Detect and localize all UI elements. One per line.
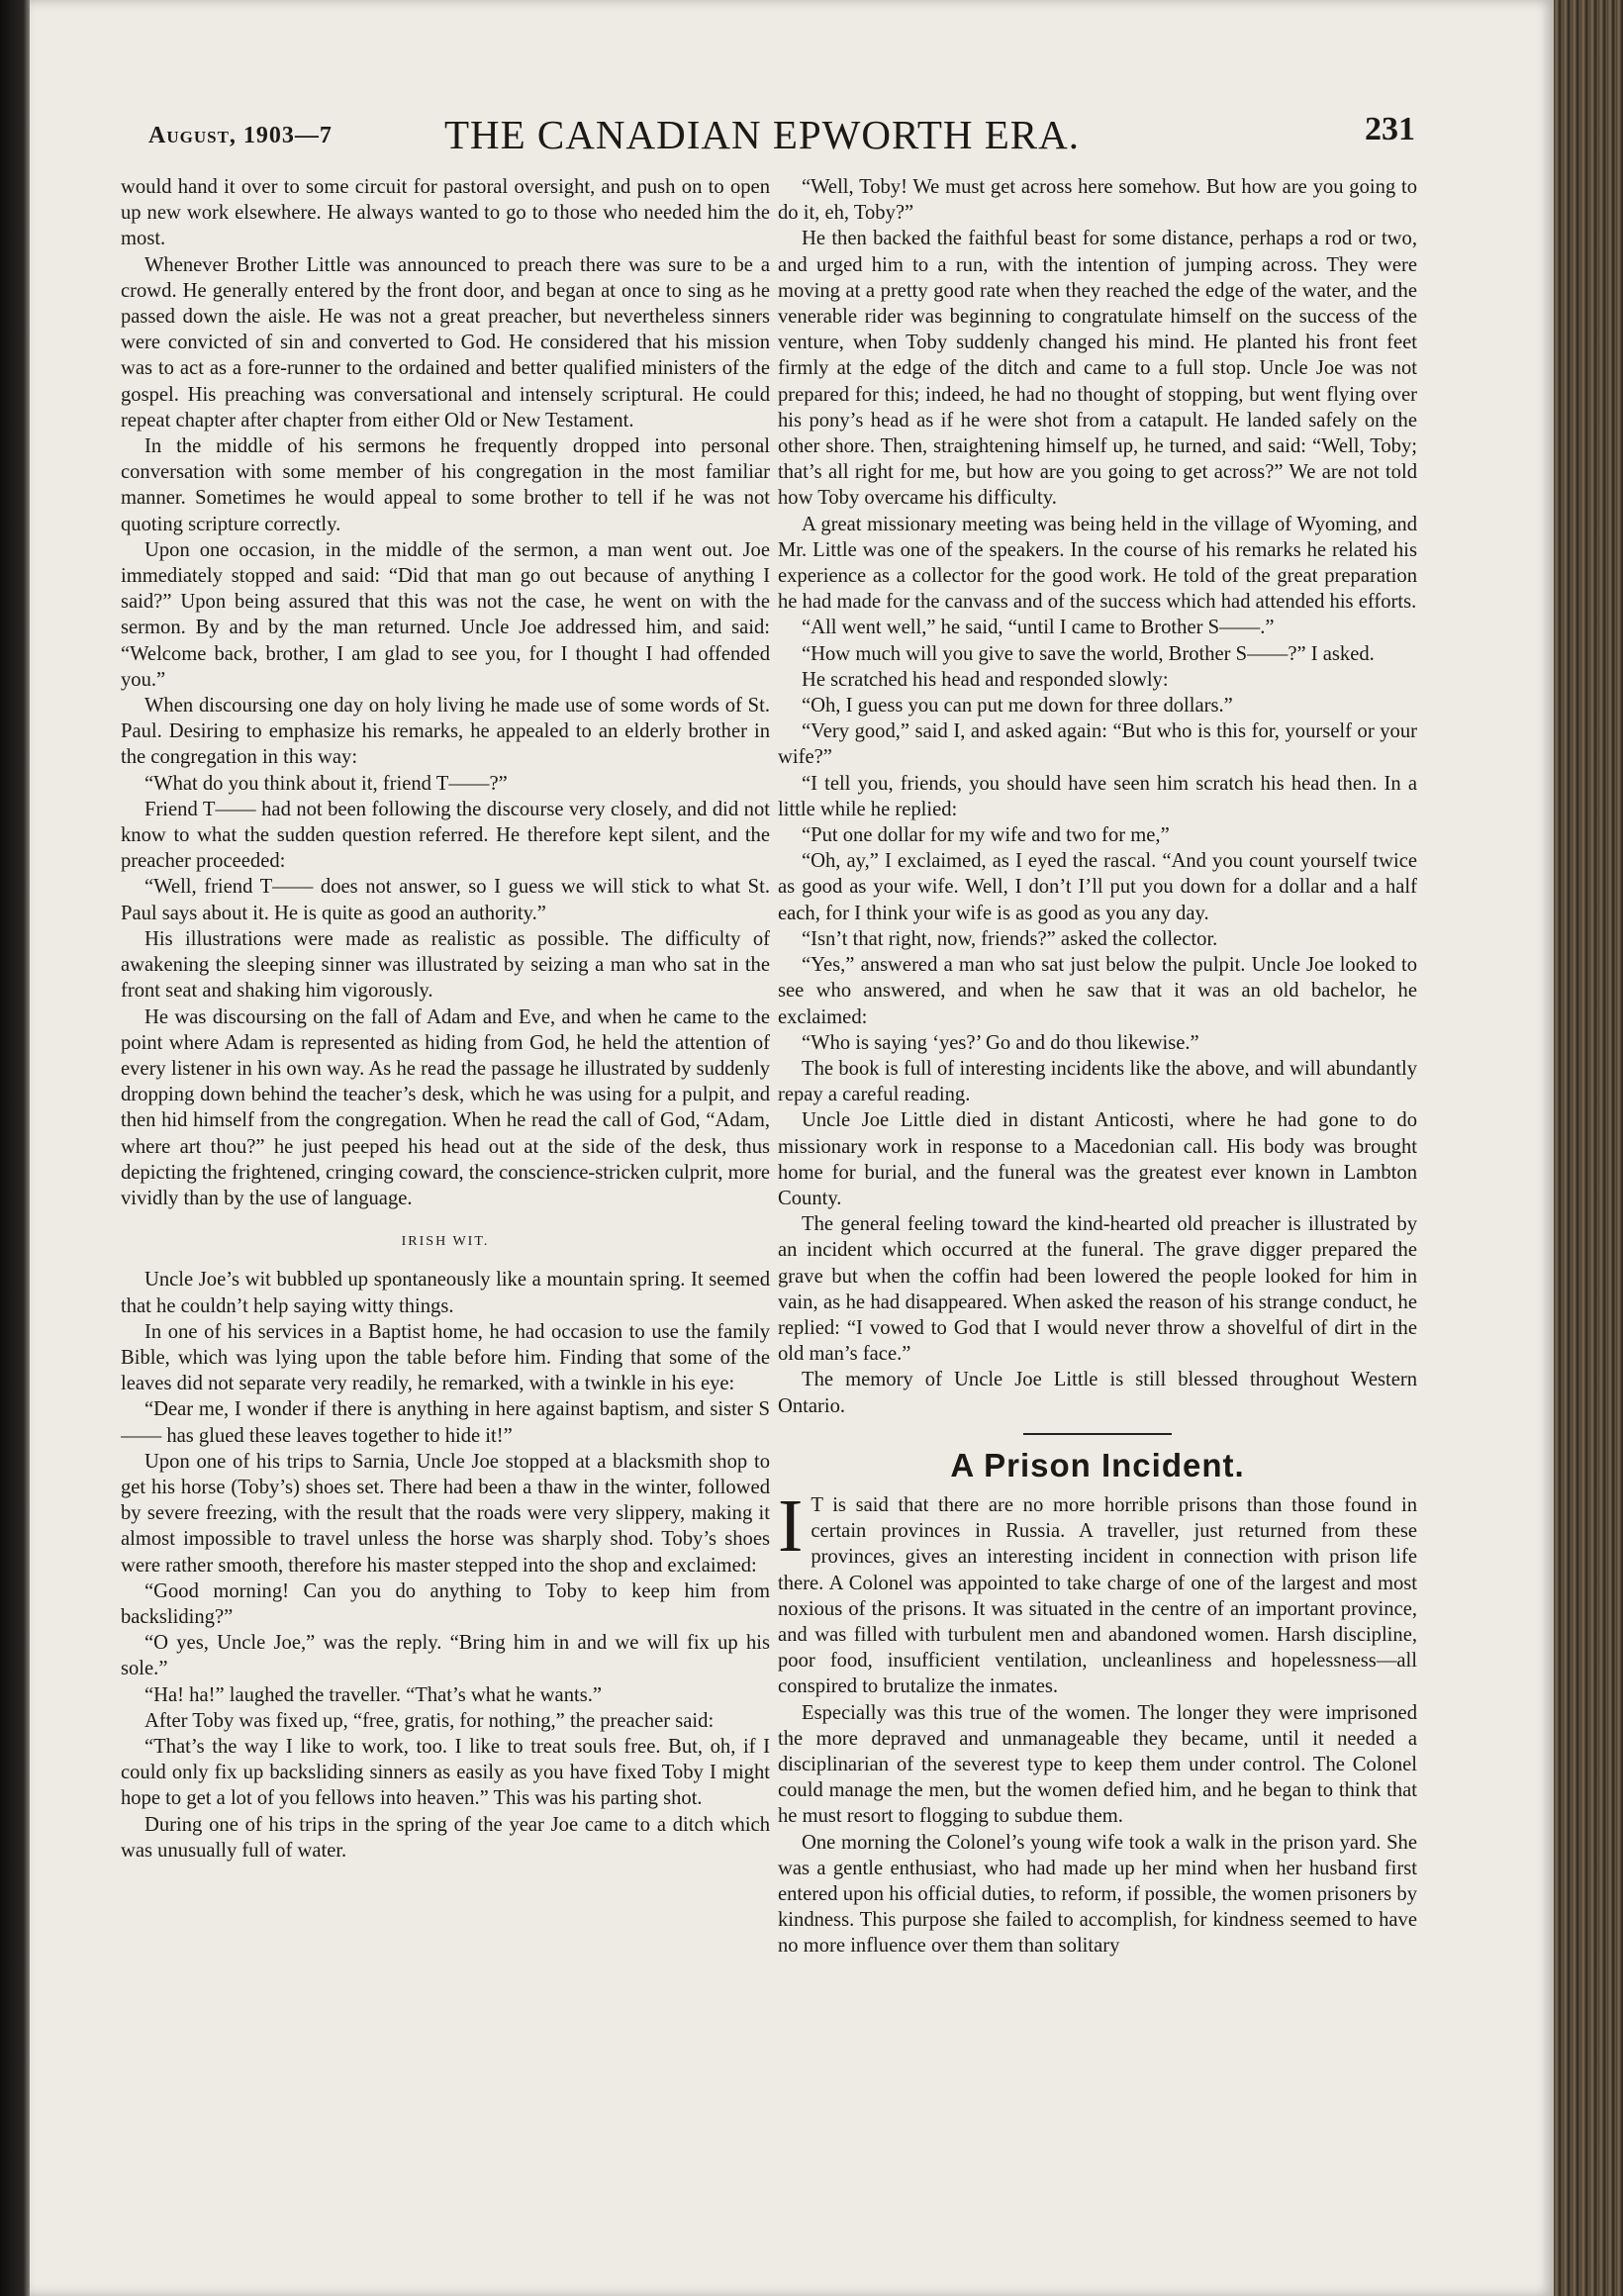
page-number: 231: [1365, 111, 1415, 147]
paragraph: The memory of Uncle Joe Little is still blessed throughout Western Ontario.: [778, 1369, 1417, 1417]
paragraph: “Very good,” said I, and asked again: “But who is this for, yourself or your wife?”: [778, 720, 1417, 769]
paragraph: One morning the Colonel’s young wife took a walk in the prison yard. She was a gentle enthusiast, who had made up her mind when her husband first entered upon his official duties, to reform, if possible, the women prisoners by kindness. This purpose she failed to accomplish, for kindness seemed to have no more influence over them than solitary: [778, 1831, 1417, 1958]
paragraph: Uncle Joe Little died in distant Anticosti, where he had gone to do missionary work in response to a Macedonian call. His body was brought home for burial, and the funeral was the greatest ever known in Lambton County.: [778, 1109, 1417, 1209]
paragraph: He was discoursing on the fall of Adam and Eve, and when he came to the point where Adam is represented as hiding from God, he held the attention of every listener in his own way. As he read the passage he illustrated by suddenly dropping down behind the teacher’s desk, which he was using for a pulpit, and then hid himself from the congregation. When he read the call of God, “Adam, where art thou?” he just peeped his head out at the side of the desk, thus depicting the frightened, cringing coward, the conscience-stricken culprit, more vividly than by the use of language.: [121, 1005, 770, 1209]
paragraph: “Dear me, I wonder if there is anything in here against baptism, and sister S—— has glued these leaves together to hide it!”: [121, 1398, 770, 1447]
paragraph: His illustrations were made as realistic as possible. The difficulty of awakening the sleeping sinner was illustrated by seizing a man who sat in the front seat and shaking him vigorously.: [121, 927, 770, 1003]
paragraph: In the middle of his sermons he frequently dropped into personal conversation with some member of his congregation in the most familiar manner. Sometimes he would appeal to some brother to tell if he was not quoting scripture correctly.: [121, 435, 770, 535]
right-column: [778, 174, 1417, 2272]
article-title: A Prison Incident.: [950, 1446, 1245, 1483]
paragraph: He scratched his head and responded slowly:: [802, 668, 1169, 691]
paragraph: “Yes,” answered a man who sat just below the pulpit. Uncle Joe looked to see who answered, and when he saw that it was an old bachelor, he exclaimed:: [778, 954, 1417, 1028]
paragraph: “All went well,” he said, “until I came to Brother S——.”: [802, 617, 1275, 639]
issue-date: August, 1903—7: [148, 123, 333, 148]
paragraph: “Well, Toby! We must get across here somehow. But how are you going to do it, eh, Toby?”: [778, 176, 1417, 225]
paragraph: “What do you think about it, friend T——?”: [144, 772, 508, 795]
publication-title: THE CANADIAN EPWORTH ERA.: [443, 112, 1081, 157]
paragraph: “That’s the way I like to work, too. I like to treat souls free. But, oh, if I could only fix up backsliding sinners as easily as you have fixed Toby I might hope to get a lot of you fellows into heaven.” This was his parting shot.: [121, 1735, 770, 1810]
running-header: [114, 107, 1415, 166]
paragraph: Upon one of his trips to Sarnia, Uncle Joe stopped at a blacksmith shop to get his horse (Toby’s) shoes set. There had been a thaw in the winter, followed by severe freezing, with the result that the roads were very slippery, making it almost impossible to travel unless the horse was sharply shod. Toby’s shoes were rather smooth, therefore his master stepped into the shop and exclaimed:: [121, 1450, 770, 1577]
section-subheading: IRISH WIT.: [401, 1234, 490, 1250]
paragraph: He then backed the faithful beast for some distance, perhaps a rod or two, and urged him to a run, with the intention of jumping across. They were moving at a pretty good rate when they reached the edge of the water, and the venerable rider was beginning to congratulate himself on the success of the venture, when Toby suddenly changed his mind. He planted his front feet firmly at the edge of the ditch and came to a full stop. Uncle Joe was not prepared for this; indeed, he had no thought of stopping, but went flying over his pony’s head as if he were shot from a catapult. He landed safely on the other shore. Then, straightening himself up, he turned, and said: “Well, Toby; that’s all right for me, but how are you going to get across?” We are not told how Toby overcame his difficulty.: [778, 228, 1417, 510]
paragraph: In one of his services in a Baptist home, he had occasion to use the family Bible, which was lying upon the table before him. Finding that some of the leaves did not separate very readily, he remarked, with a twinkle in his eye:: [121, 1320, 770, 1395]
paragraph: Especially was this true of the women. The longer they were imprisoned the more depraved and unmanageable they became, until it needed a disciplinarian of the severest type to keep them under control. The Colonel could manage the men, but the women defied him, and he began to think that he must resort to flogging to subdue them.: [778, 1701, 1417, 1828]
paragraph: “Who is saying ‘yes?’ Go and do thou likewise.”: [802, 1031, 1199, 1054]
paragraph: “Ha! ha!” laughed the traveller. “That’s what he wants.”: [144, 1683, 603, 1706]
paragraph: “Good morning! Can you do anything to Toby to keep him from backsliding?”: [121, 1579, 770, 1628]
paragraph: would hand it over to some circuit for pastoral oversight, and push on to open up new work elsewhere. He always wanted to go to those who needed him the most.: [121, 176, 770, 250]
paragraph: “I tell you, friends, you should have seen him scratch his head then. In a little while he replied:: [778, 772, 1417, 820]
left-column: [121, 174, 770, 2272]
paragraph: “How much will you give to save the world, Brother S——?” I asked.: [802, 642, 1375, 665]
paragraph: Upon one occasion, in the middle of the sermon, a man went out. Joe immediately stopped and said: “Did that man go out because of anything I said?” Upon being assured that this was not the case, he went on with the sermon. By and by the man returned. Uncle Joe addressed him, and said: “Welcome back, brother, I am glad to see you, for I thought I had offended you.”: [121, 538, 770, 691]
lead-paragraph: [778, 1483, 1417, 1700]
paragraph: “Oh, ay,” I exclaimed, as I eyed the rascal. “And you count yourself twice as good as your wife. Well, I don’t I’ll put you down for a dollar and a half each, for I think your wife is as good as you any day.: [778, 850, 1417, 924]
paragraph: “Well, friend T—— does not answer, so I guess we will stick to what St. Paul says about it. He is quite as good an authority.”: [121, 876, 770, 924]
paragraph: Friend T—— had not been following the discourse very closely, and did not know to what the sudden question referred. He therefore kept silent, and the preacher proceeded:: [121, 798, 770, 873]
section-divider: [1023, 1433, 1172, 1435]
paragraph: After Toby was fixed up, “free, gratis, for nothing,” the preacher said:: [144, 1709, 715, 1732]
paragraph: Uncle Joe’s wit bubbled up spontaneously like a mountain spring. It seemed that he couldn’t help saying witty things.: [121, 1269, 770, 1317]
paragraph: “O yes, Uncle Joe,” was the reply. “Bring him in and we will fix up his sole.”: [121, 1632, 770, 1680]
book-page-edges: [1554, 0, 1623, 2296]
paragraph: The book is full of interesting incidents like the above, and will abundantly repay a careful reading.: [778, 1057, 1417, 1106]
book-gutter: [0, 0, 34, 2296]
paragraph: The general feeling toward the kind-hearted old preacher is illustrated by an incident which occurred at the funeral. The grave digger prepared the grave but when the coffin had been lowered the people looked for him in vain, as he had disappeared. When asked the reason of his strange conduct, he replied: “I vowed to God that I would never throw a shovelful of dirt in the old man’s face.”: [778, 1213, 1417, 1366]
paragraph: When discoursing one day on holy living he made use of some words of St. Paul. Desiring to emphasize his remarks, he appealed to an elderly brother in the congregation in this way:: [121, 695, 770, 769]
paragraph: Whenever Brother Little was announced to preach there was sure to be a crowd. He generally entered by the front door, and began at once to sing as he passed down the aisle. He was not a great preacher, but nevertheless sinners were convicted of sin and converted to God. He considered that his mission was to act as a fore-runner to the ordained and better qualified ministers of the gospel. His preaching was conversational and intensely scriptural. He could repeat chapter after chapter from either Old or New Testament.: [121, 253, 770, 431]
paragraph: “Put one dollar for my wife and two for me,”: [802, 824, 1170, 847]
paragraph: “Isn’t that right, now, friends?” asked the collector.: [802, 927, 1218, 950]
paragraph: A great missionary meeting was being held in the village of Wyoming, and Mr. Little was one of the speakers. In the course of his remarks he related his experience as a collector for the good work. He told of the great preparation he had made for the canvass and of the success which had attended his efforts.: [778, 513, 1417, 614]
drop-cap: I: [778, 1483, 804, 1568]
paragraph: “Oh, I guess you can put me down for three dollars.”: [802, 695, 1233, 718]
lead-paragraph-text: T is said that there are no more horrible prisons than those found in certain provinces in Russia. A traveller, just returned from these provinces, gives an interesting incident in connection with prison life there. A Colonel was appointed to take charge of one of the largest and most noxious of the prisons. It was situated in the centre of an important province, and was filled with turbulent men and abandoned women. Harsh discipline, poor food, insufficient ventilation, uncleanliness and hopelessness—all conspired to brutalize the inmates.: [778, 1493, 1417, 1698]
paragraph: During one of his trips in the spring of the year Joe came to a ditch which was unusually full of water.: [121, 1813, 770, 1862]
